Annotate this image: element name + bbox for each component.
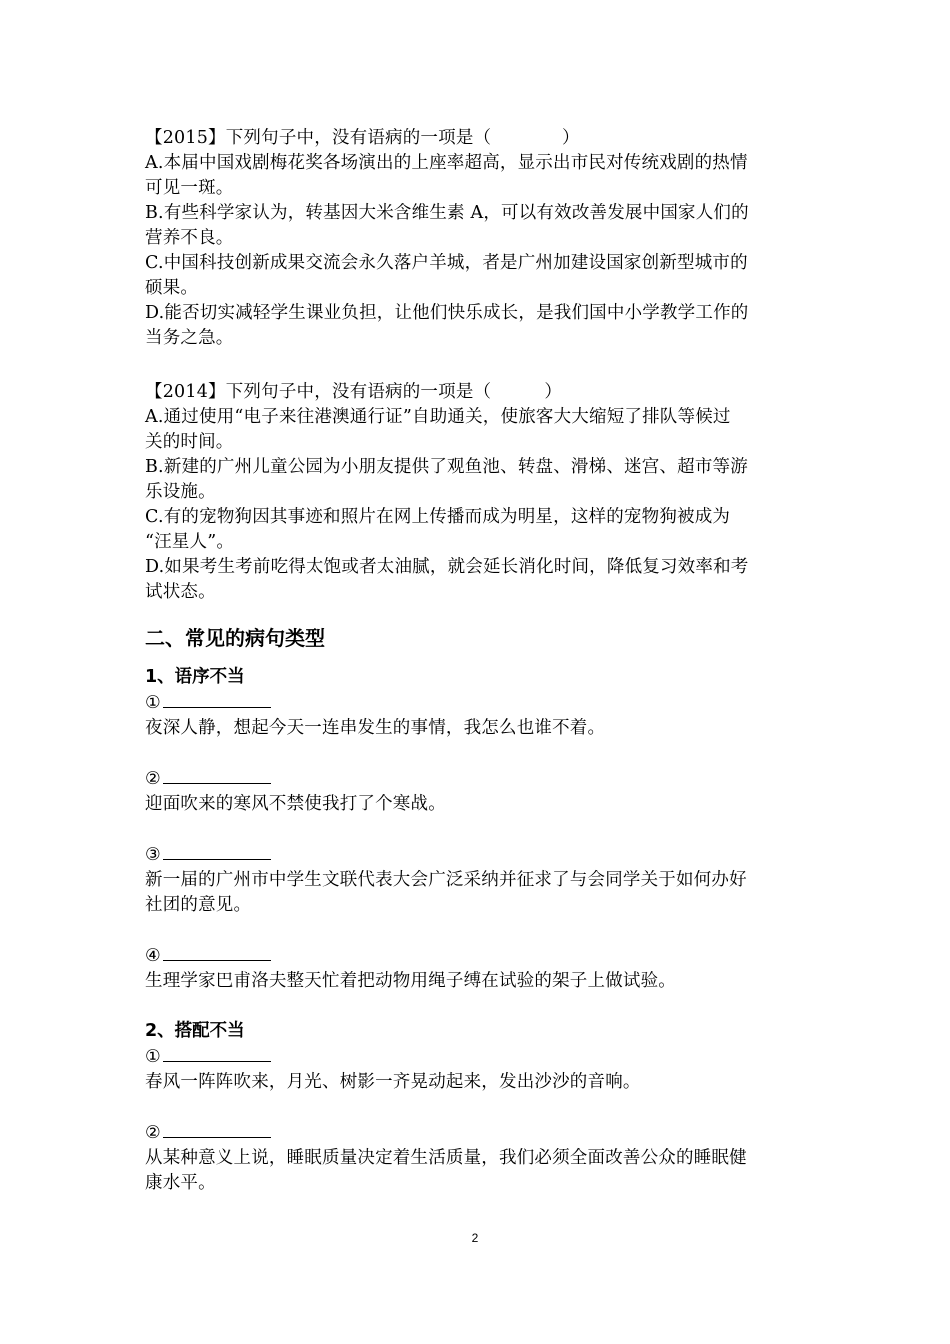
option-b-cont: 营养不良。 — [145, 228, 234, 248]
option-a: A.本届中国戏剧梅花奖各场演出的上座率超高，显示出市民对传统戏剧的热情 — [145, 153, 748, 173]
item-number: ① — [145, 693, 161, 713]
answer-blank[interactable] — [163, 943, 271, 961]
example-sentence: 从某种意义上说，睡眠质量决定着生活质量，我们必须全面改善公众的睡眠健 — [145, 1148, 747, 1168]
page-number: 2 — [471, 1231, 479, 1245]
option-b-cont: 乐设施。 — [145, 482, 216, 502]
section-heading: 二、常见的病句类型 — [145, 626, 325, 650]
subsection-heading-collocation: 2、搭配不当 — [145, 1021, 245, 1041]
example-sentence-cont: 社团的意见。 — [145, 895, 252, 915]
option-c: C.中国科技创新成果交流会永久落户羊城，者是广州加建设国家创新型城市的 — [145, 253, 748, 273]
list-item — [145, 842, 815, 918]
answer-blank[interactable] — [163, 1120, 271, 1138]
question-stem: 【2014】下列句子中，没有语病的一项是（ ） — [145, 382, 563, 402]
list-item — [145, 690, 815, 741]
subsection-heading-word-order: 1、语序不当 — [145, 667, 245, 687]
option-c-cont: 硕果。 — [145, 278, 199, 298]
list-item — [145, 943, 815, 994]
option-d-cont: 试状态。 — [145, 582, 216, 602]
option-c: C.有的宠物狗因其事迹和照片在网上传播而成为明星，这样的宠物狗被成为 — [145, 507, 731, 527]
option-c-cont: “汪星人”。 — [145, 532, 235, 552]
question-stem: 【2015】下列句子中，没有语病的一项是（ ） — [145, 128, 580, 148]
document-page — [145, 126, 815, 1196]
item-number: ③ — [145, 845, 161, 865]
option-d-cont: 当务之急。 — [145, 328, 234, 348]
question-2015 — [145, 126, 815, 351]
option-b: B.新建的广州儿童公园为小朋友提供了观鱼池、转盘、滑梯、迷宫、超市等游 — [145, 457, 748, 477]
list-item — [145, 1120, 815, 1196]
example-sentence: 夜深人静，想起今天一连串发生的事情，我怎么也谁不着。 — [145, 718, 606, 738]
answer-blank[interactable] — [163, 842, 271, 860]
example-sentence: 迎面吹来的寒风不禁使我打了个寒战。 — [145, 794, 446, 814]
example-sentence-cont: 康水平。 — [145, 1173, 216, 1193]
option-a: A.通过使用“电子来往港澳通行证”自助通关，使旅客大大缩短了排队等候过 — [145, 407, 731, 427]
list-item — [145, 766, 815, 817]
item-number: ② — [145, 1123, 161, 1143]
item-number: ② — [145, 769, 161, 789]
answer-blank[interactable] — [163, 1044, 271, 1062]
example-sentence: 生理学家巴甫洛夫整天忙着把动物用绳子缚在试验的架子上做试验。 — [145, 971, 676, 991]
list-item — [145, 1044, 815, 1095]
option-a-cont: 关的时间。 — [145, 432, 234, 452]
option-d: D.能否切实减轻学生课业负担，让他们快乐成长，是我们国中小学教学工作的 — [145, 303, 749, 323]
item-number: ④ — [145, 946, 161, 966]
question-2014 — [145, 380, 815, 605]
answer-blank[interactable] — [163, 766, 271, 784]
option-a-cont: 可见一斑。 — [145, 178, 234, 198]
answer-blank[interactable] — [163, 690, 271, 708]
item-number: ① — [145, 1047, 161, 1067]
example-sentence: 新一届的广州市中学生文联代表大会广泛采纳并征求了与会同学关于如何办好 — [145, 870, 747, 890]
option-b: B.有些科学家认为，转基因大米含维生素 A，可以有效改善发展中国家人们的 — [145, 203, 749, 223]
option-d: D.如果考生考前吃得太饱或者太油腻，就会延长消化时间，降低复习效率和考 — [145, 557, 749, 577]
example-sentence: 春风一阵阵吹来，月光、树影一齐晃动起来，发出沙沙的音响。 — [145, 1072, 641, 1092]
